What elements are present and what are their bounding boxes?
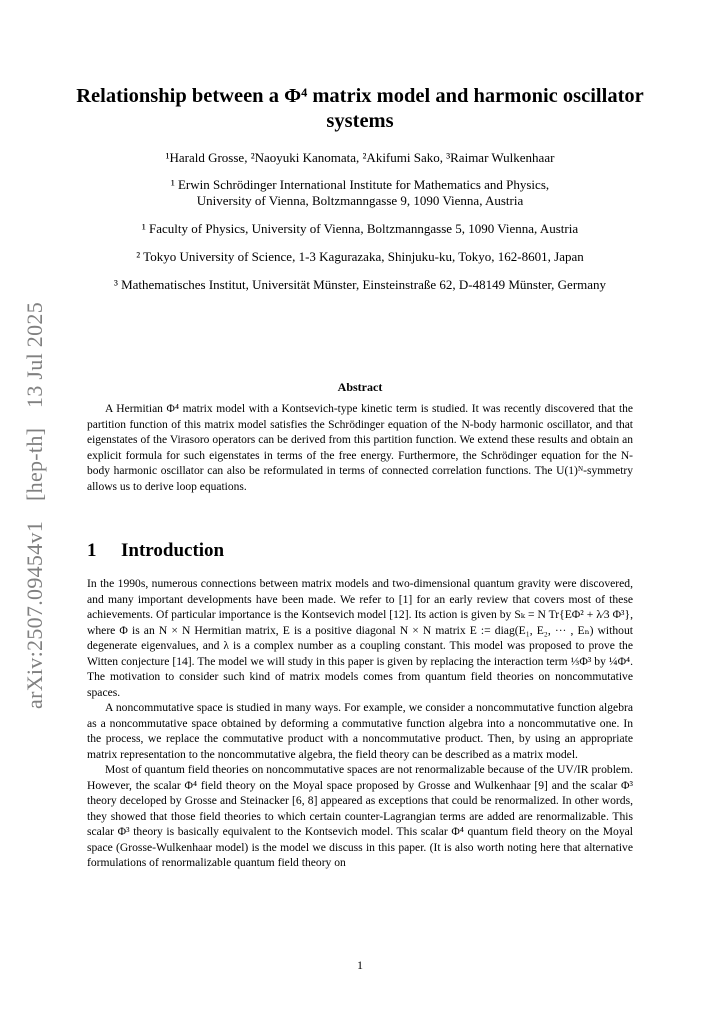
affiliation-tokyo: ² Tokyo University of Science, 1-3 Kagurazaka, Shinjuku-ku, Tokyo, 162-8601, Japan [136,249,584,264]
body-text [87,576,633,871]
page-number: 1 [357,958,363,972]
paper-title: Relationship between a Φ⁴ matrix model and harmonic oscillator systems [76,85,644,132]
paragraph-1: In the 1990s, numerous connections between matrix models and two-dimensional quantum gravity were discovered, and many important developments have been made. We refer to [1] for an early review that covers most of these achievements. Of particular importance is the Kontsevich model [12]. Its action is given by Sₖ = N Tr{EΦ² + λ⁄3 Φ³}, where Φ is an N × N Hermitian matrix, E is a positive diagonal N × N matrix E := diag(E₁, E₂, ··· , Eₙ) without degenerate eigenvalues, and λ is a complex number as a coupling constant. This model was proposed to prove the Witten conjecture [14]. The model we will study in this paper is given by replacing the interaction term ⅓Φ³ by ¼Φ⁴. The motivation to consider such kind of matrix models comes from quantum field theories on noncommutative spaces. [87,577,633,699]
abstract-heading: Abstract [337,380,383,394]
section-number: 1 [87,540,97,561]
affiliation-muenster: ³ Mathematisches Institut, Universität Münster, Einsteinstraße 62, D-48149 Münster, Germany [113,277,607,292]
arxiv-category: [hep-th] [22,427,47,502]
arxiv-stamp [22,302,48,723]
abstract-text: A Hermitian Φ⁴ matrix model with a Kontsevich-type kinetic term is studied. It was recently discovered that the partition function of this matrix model satisfies the Schrödinger equation of the N-body harmonic oscillator, and that eigenstates of the Virasoro operators can be derived from this partition function. We extend these results and obtain an explicit formula for such eigenstates in terms of the free energy. Furthermore, the Schrödinger equation for the N-body harmonic oscillator can also be reformulated in terms of connected correlation functions. The U(1)ᴺ-symmetry allows us to derive loop equations. [87,403,633,493]
author-list: ¹Harald Grosse, ²Naoyuki Kanomata, ²Akifumi Sako, ³Raimar Wulkenhaar [165,150,555,165]
paragraph-2: A noncommutative space is studied in many ways. For example, we consider a noncommutative function algebra as a noncommutative space obtained by deforming a commutative function algebra into a noncommutative one. In the process, we replace the commutative product with a noncommutative product. Then, by using an appropriate matrix representation to the noncommutative algebra, the field theory can be described as a matrix model. [87,701,633,761]
affiliation-esi-line1: ¹ Erwin Schrödinger International Institute for Mathematics and Physics, [170,177,550,192]
affiliation-esi [60,177,660,209]
arxiv-id: arXiv:2507.09454v1 [22,520,47,709]
affiliation-vienna-physics: ¹ Faculty of Physics, University of Vienna, Boltzmanngasse 5, 1090 Vienna, Austria [141,221,579,236]
affiliation-esi-line2: University of Vienna, Boltzmanngasse 9, 1090 Vienna, Austria [196,193,524,208]
arxiv-date: 13 Jul 2025 [22,302,47,408]
paragraph-3: Most of quantum field theories on noncommutative spaces are not renormalizable because of the UV/IR problem. However, the scalar Φ⁴ field theory on the Moyal space proposed by Grosse and Wulkenhaar [9] and the scalar Φ³ theory deceloped by Grosse and Steinacker [6, 8] appeared as exceptions that could be renormalized. In other words, they showed that those field theories to which certain counter-Lagrangian terms are added are renormalizable. This scalar Φ³ theory is basically equivalent to the Kontsevich model. This scalar Φ⁴ quantum field theory on the Moyal space (Grosse-Wulkenhaar model) is the model we discuss in this paper. (It is also worth noting here that alternative formulations of renormalizable quantum field theory on [87,763,633,869]
section-title: Introduction [121,540,225,561]
section-heading [87,540,224,562]
